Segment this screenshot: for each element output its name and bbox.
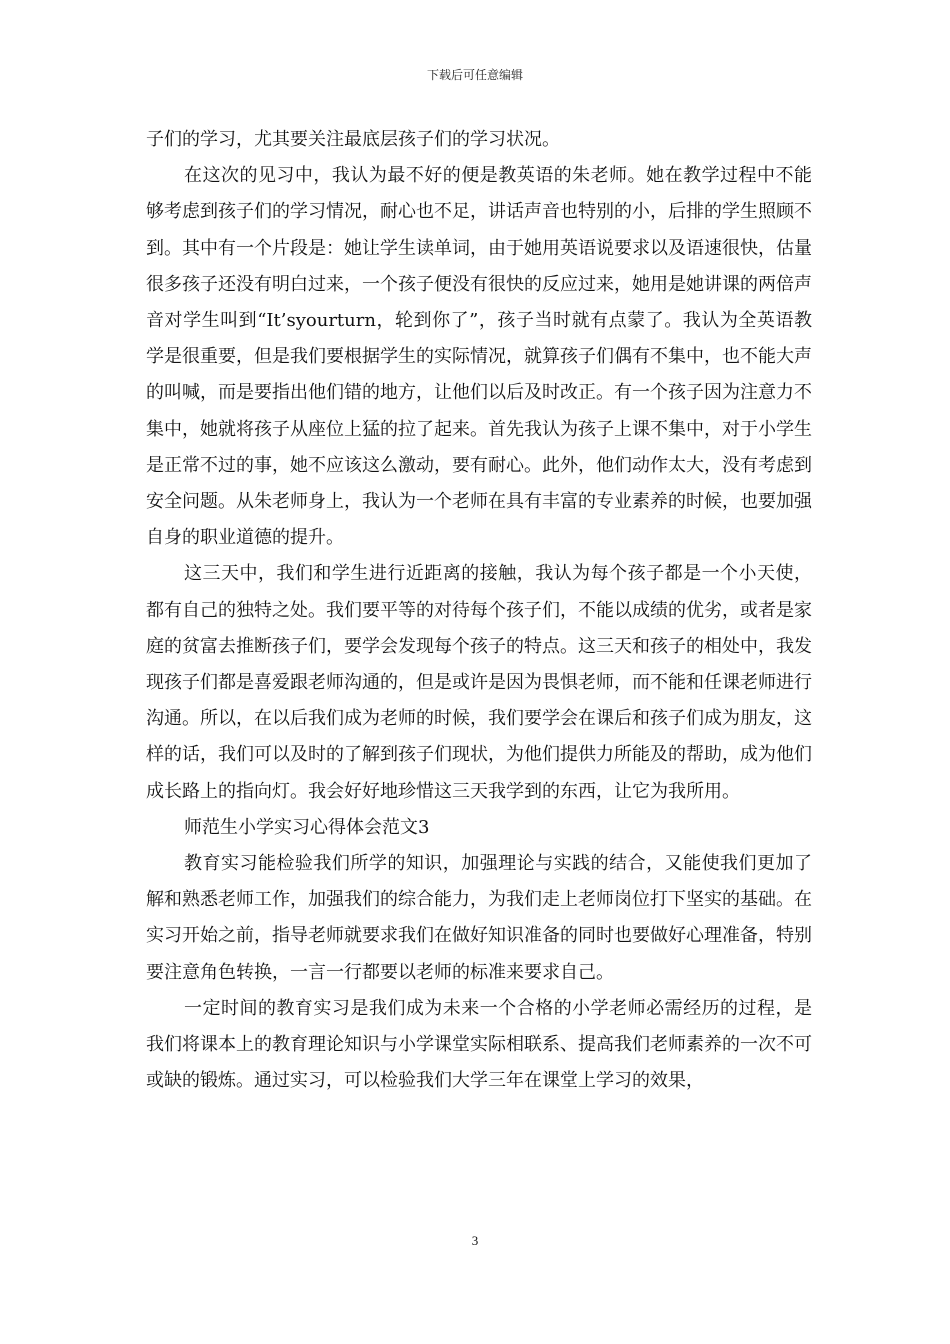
page-number: 3 — [471, 1233, 479, 1248]
paragraph-continuation: 子们的学习，尤其要关注最底层孩子们的学习状况。 — [146, 129, 560, 150]
paragraph: 这三天中，我们和学生进行近距离的接触，我认为每个孩子都是一个小天使，都有自己的独特之处。我们要平等的对待每个孩子们，不能以成绩的优劣，或者是家庭的贫富去推断孩子们，要学会发现每个孩子的特点。这三天和孩子的相处中，我发现孩子们都是喜爱跟老师沟通的，但是或许是因为畏惧老师，而不能和任课老师进行沟通。所以，在以后我们成为老师的时候，我们要学会在课后和孩子们成为朋友，这样的话，我们可以及时的了解到孩子们现状，为他们提供力所能及的帮助，成为他们成长路上的指向灯。我会好好地珍惜这三天我学到的东西，让它为我所用。 — [146, 563, 812, 802]
paragraph: 一定时间的教育实习是我们成为未来一个合格的小学老师必需经历的过程，是我们将课本上的教育理论知识与小学课堂实际相联系、提高我们老师素养的一次不可或缺的锻炼。通过实习，可以检验我们大学三年在课堂上学习的效果， — [146, 997, 812, 1092]
document-body — [146, 122, 812, 1099]
section-heading: 师范生小学实习心得体会范文3 — [184, 816, 430, 838]
page-header: 下载后可任意编辑 — [426, 68, 523, 82]
paragraph: 教育实习能检验我们所学的知识，加强理论与实践的结合，又能使我们更加了解和熟悉老师工作，加强我们的综合能力，为我们走上老师岗位打下坚实的基础。在实习开始之前，指导老师就要求我们在做好知识准备的同时也要做好心理准备，特别要注意角色转换，一言一行都要以老师的标准来要求自己。 — [146, 853, 812, 983]
paragraph: 在这次的见习中，我认为最不好的便是教英语的朱老师。她在教学过程中不能够考虑到孩子们的学习情况，耐心也不足，讲话声音也特别的小，后排的学生照顾不到。其中有一个片段是：她让学生读单词，由于她用英语说要求以及语速很快，估量很多孩子还没有明白过来，一个孩子便没有很快的反应过来，她用是她讲课的两倍声音对学生叫到“It’syourturn，轮到你了”，孩子当时就有点蒙了。我认为全英语教学是很重要，但是我们要根据学生的实际情况，就算孩子们偶有不集中，也不能大声的叫喊，而是要指出他们错的地方，让他们以后及时改正。有一个孩子因为注意力不集中，她就将孩子从座位上猛的拉了起来。首先我认为孩子上课不集中，对于小学生是正常不过的事，她不应该这么激动，要有耐心。此外，他们动作太大，没有考虑到安全问题。从朱老师身上，我认为一个老师在具有丰富的专业素养的时候，也要加强自身的职业道德的提升。 — [146, 165, 812, 549]
